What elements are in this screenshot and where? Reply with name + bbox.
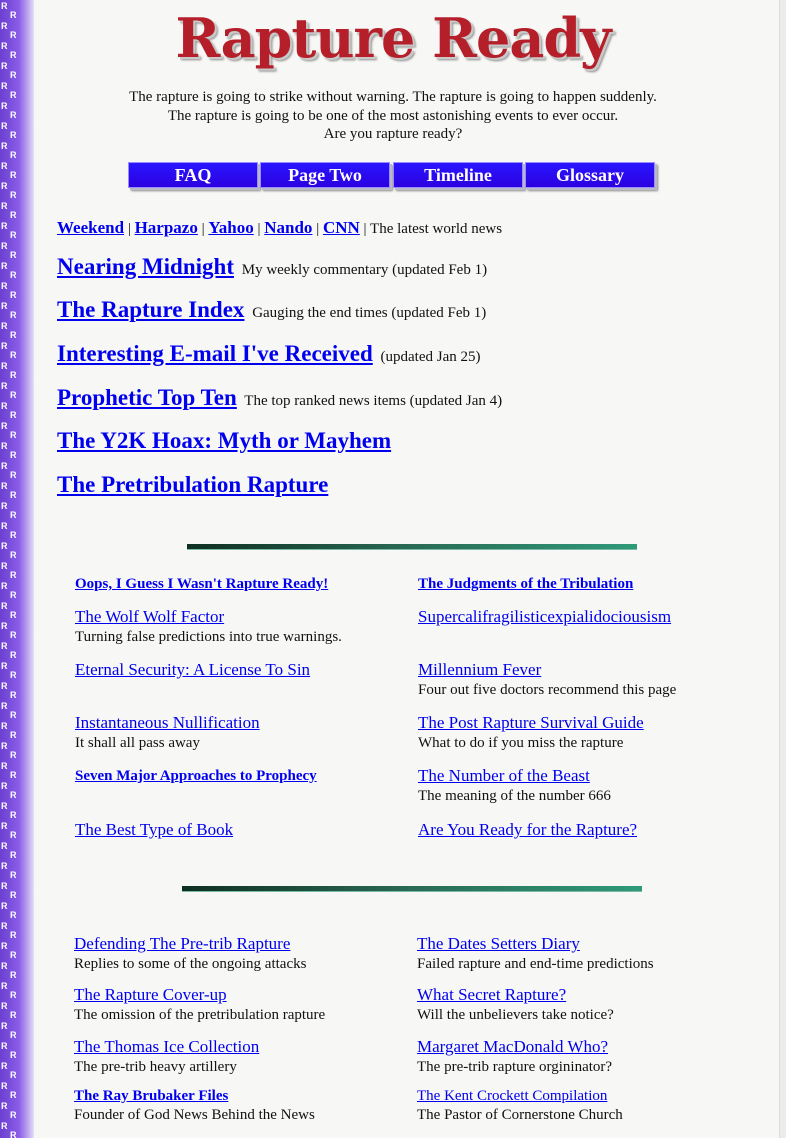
link-kent-crockett[interactable]: The Kent Crockett Compilation bbox=[417, 1088, 608, 1104]
sidebar-rr-mark: R R bbox=[1, 1021, 17, 1040]
page-edge-strip bbox=[779, 0, 786, 1138]
sidebar-rr-mark: R R bbox=[1, 261, 17, 280]
sidebar-rr-mark: R R bbox=[1, 761, 17, 780]
sidebar-rr-mark: R R bbox=[1, 201, 17, 220]
list-item bbox=[75, 660, 310, 681]
sidebar-rr-mark: R R bbox=[1, 661, 17, 680]
tagline-line: The rapture is going to be one of the most astonishing events to ever occur. bbox=[167, 107, 619, 124]
news-links bbox=[57, 218, 502, 238]
nav-button-page-two[interactable]: Page Two bbox=[260, 162, 390, 188]
sidebar-rr-mark: R R bbox=[1, 481, 17, 500]
list-item bbox=[418, 607, 671, 628]
feature-link-interesting-email[interactable]: Interesting E-mail I've Received bbox=[57, 341, 373, 366]
sidebar-rr-mark: R R bbox=[1, 721, 17, 740]
sidebar-rr-mark: R R bbox=[1, 141, 17, 160]
sidebar-rr-mark: R R bbox=[1, 501, 17, 520]
sidebar-rr-mark: R R bbox=[1, 581, 17, 600]
sidebar-rr-mark: R R bbox=[1, 961, 17, 980]
news-link-yahoo[interactable]: Yahoo bbox=[208, 218, 254, 237]
sidebar-rr-mark: R R bbox=[1, 121, 17, 140]
sidebar-rr-mark: R R bbox=[1, 541, 17, 560]
list-item bbox=[75, 607, 342, 647]
item-description: Four out five doctors recommend this page bbox=[418, 682, 677, 698]
feature-note: The top ranked news items (updated Jan 4) bbox=[244, 393, 503, 409]
list-item bbox=[418, 575, 633, 594]
item-description: The pre-trib rapture orgininator? bbox=[417, 1059, 613, 1075]
list-item bbox=[417, 985, 614, 1025]
link-what-secret-rapture[interactable]: What Secret Rapture? bbox=[417, 985, 567, 1004]
feature-note: Gauging the end times (updated Feb 1) bbox=[252, 305, 487, 321]
sidebar-rr-mark: R R bbox=[1, 461, 17, 480]
nav-button-glossary[interactable]: Glossary bbox=[525, 162, 655, 188]
sidebar-rr-mark: R R bbox=[1, 861, 17, 880]
feature-note: My weekly commentary (updated Feb 1) bbox=[241, 262, 488, 278]
sidebar-rr-mark: R R bbox=[1, 181, 17, 200]
item-description: It shall all pass away bbox=[75, 735, 200, 751]
sidebar-rr-mark: R R bbox=[1, 1101, 17, 1120]
item-description: Replies to some of the ongoing attacks bbox=[74, 956, 307, 972]
link-margaret-macdonald[interactable]: Margaret MacDonald Who? bbox=[417, 1037, 609, 1056]
nav-button-faq[interactable]: FAQ bbox=[128, 162, 258, 188]
link-supercalifragilistic[interactable]: Supercalifragilisticexpialidociousism bbox=[418, 607, 672, 626]
link-rapture-cover-up[interactable]: The Rapture Cover-up bbox=[74, 985, 227, 1004]
item-description: Will the unbelievers take notice? bbox=[417, 1007, 614, 1023]
list-item bbox=[74, 1087, 315, 1125]
feature-row bbox=[57, 428, 395, 454]
sidebar-rr-mark: R R bbox=[1, 901, 17, 920]
feature-note: (updated Jan 25) bbox=[380, 349, 481, 365]
tagline bbox=[0, 88, 786, 144]
feature-row bbox=[57, 341, 481, 367]
sidebar-rr-mark: R R bbox=[1, 401, 17, 420]
sidebar-rr-mark: R R bbox=[1, 701, 17, 720]
sidebar-rr-mark: R R bbox=[1, 881, 17, 900]
news-note: The latest world news bbox=[370, 221, 503, 237]
divider-rule bbox=[187, 544, 637, 549]
sidebar-rr-mark: R R bbox=[1, 61, 17, 80]
sidebar-rr-mark: R R bbox=[1, 381, 17, 400]
feature-link-y2k-hoax[interactable]: The Y2K Hoax: Myth or Mayhem bbox=[57, 428, 392, 453]
news-link-nando[interactable]: Nando bbox=[264, 218, 313, 237]
list-item bbox=[75, 575, 328, 594]
item-description: Turning false predictions into true warnings. bbox=[75, 629, 342, 645]
separator: | bbox=[201, 221, 205, 237]
sidebar-rr-mark: R R bbox=[1, 21, 17, 40]
news-link-weekend[interactable]: Weekend bbox=[57, 218, 125, 237]
item-description: The pre-trib heavy artillery bbox=[74, 1059, 237, 1075]
sidebar-rr-mark: R R bbox=[1, 561, 17, 580]
sidebar-rr-mark: R R bbox=[1, 1081, 17, 1100]
sidebar-rr-mark: R R bbox=[1, 841, 17, 860]
list-item bbox=[417, 934, 654, 974]
link-dates-setters-diary[interactable]: The Dates Setters Diary bbox=[417, 934, 580, 953]
list-item bbox=[75, 767, 317, 786]
list-item bbox=[75, 713, 260, 753]
sidebar-rr-mark: R R bbox=[1, 941, 17, 960]
item-description: The Pastor of Cornerstone Church bbox=[417, 1107, 623, 1123]
sidebar-rr-mark: R R bbox=[1, 821, 17, 840]
feature-row bbox=[57, 385, 502, 411]
feature-link-prophetic-top-ten[interactable]: Prophetic Top Ten bbox=[57, 385, 237, 410]
link-seven-approaches[interactable]: Seven Major Approaches to Prophecy bbox=[75, 768, 317, 784]
news-link-harpazo[interactable]: Harpazo bbox=[134, 218, 198, 237]
sidebar-rr-mark: R R bbox=[1, 1, 17, 20]
separator: | bbox=[257, 221, 261, 237]
sidebar-rr-mark: R R bbox=[1, 301, 17, 320]
link-best-type-of-book[interactable]: The Best Type of Book bbox=[75, 820, 234, 839]
link-defending-pretrib[interactable]: Defending The Pre-trib Rapture bbox=[74, 934, 291, 953]
link-number-of-beast[interactable]: The Number of the Beast bbox=[418, 766, 590, 785]
list-item bbox=[418, 820, 637, 841]
link-millennium-fever[interactable]: Millennium Fever bbox=[418, 660, 542, 679]
list-item bbox=[418, 713, 644, 753]
sidebar-rr-mark: R R bbox=[1, 41, 17, 60]
list-item bbox=[74, 1037, 259, 1077]
sidebar-rr-mark: R R bbox=[1, 621, 17, 640]
tagline-line: The rapture is going to strike without warning. The rapture is going to happen suddenly. bbox=[129, 89, 657, 105]
sidebar-rr-mark: R R bbox=[1, 781, 17, 800]
sidebar-rr-mark: R R bbox=[1, 1121, 17, 1138]
divider-rule bbox=[182, 886, 642, 891]
sidebar-rr-mark: R R bbox=[1, 681, 17, 700]
feature-link-nearing-midnight[interactable]: Nearing Midnight bbox=[57, 254, 234, 279]
sidebar-rr-mark: R R bbox=[1, 321, 17, 340]
item-description: Founder of God News Behind the News bbox=[74, 1107, 315, 1123]
sidebar-rr-mark: R R bbox=[1, 221, 17, 240]
sidebar-rr-mark: R R bbox=[1, 601, 17, 620]
tagline-line: Are you rapture ready? bbox=[323, 126, 463, 142]
list-item bbox=[417, 1037, 612, 1077]
feature-row bbox=[57, 297, 486, 323]
sidebar-rr-mark: R R bbox=[1, 741, 17, 760]
item-description: The meaning of the number 666 bbox=[418, 788, 611, 804]
sidebar-rr-mark: R R bbox=[1, 81, 17, 100]
sidebar-rr-mark: R R bbox=[1, 981, 17, 1000]
list-item bbox=[418, 766, 611, 806]
item-description: The omission of the pretribulation rapture bbox=[74, 1007, 326, 1023]
sidebar-pattern bbox=[0, 0, 34, 1138]
separator: | bbox=[127, 221, 131, 237]
sidebar-rr-mark: R R bbox=[1, 361, 17, 380]
sidebar-rr-mark: R R bbox=[1, 421, 17, 440]
list-item bbox=[417, 1087, 623, 1125]
link-thomas-ice[interactable]: The Thomas Ice Collection bbox=[74, 1037, 260, 1056]
sidebar-rr-mark: R R bbox=[1, 641, 17, 660]
separator: | bbox=[316, 221, 320, 237]
feature-link-rapture-index[interactable]: The Rapture Index bbox=[57, 297, 245, 322]
link-oops-rapture-ready[interactable]: Oops, I Guess I Wasn't Rapture Ready! bbox=[75, 576, 329, 592]
separator: | bbox=[363, 221, 367, 237]
list-item bbox=[418, 660, 676, 700]
link-wolf-wolf-factor[interactable]: The Wolf Wolf Factor bbox=[75, 607, 225, 626]
feature-row bbox=[57, 254, 487, 280]
link-judgments-tribulation[interactable]: The Judgments of the Tribulation bbox=[418, 576, 634, 592]
site-logo: Rapture Ready bbox=[175, 6, 611, 70]
link-post-rapture-survival[interactable]: The Post Rapture Survival Guide bbox=[418, 713, 644, 732]
link-ray-brubaker[interactable]: The Ray Brubaker Files bbox=[74, 1088, 229, 1104]
sidebar-rr-mark: R R bbox=[1, 161, 17, 180]
sidebar-rr-mark: R R bbox=[1, 101, 17, 120]
item-description: What to do if you miss the rapture bbox=[418, 735, 624, 751]
link-instantaneous-nullification[interactable]: Instantaneous Nullification bbox=[75, 713, 260, 732]
link-eternal-security[interactable]: Eternal Security: A License To Sin bbox=[75, 660, 311, 679]
news-link-cnn[interactable]: CNN bbox=[322, 218, 360, 237]
list-item bbox=[74, 934, 306, 974]
sidebar-rr-mark: R R bbox=[1, 521, 17, 540]
list-item bbox=[75, 820, 233, 841]
sidebar-rr-mark: R R bbox=[1, 1041, 17, 1060]
list-item bbox=[74, 985, 325, 1025]
sidebar-rr-mark: R R bbox=[1, 1061, 17, 1080]
item-description: Failed rapture and end-time predictions bbox=[417, 956, 654, 972]
nav-button-timeline[interactable]: Timeline bbox=[393, 162, 523, 188]
sidebar-rr-mark: R R bbox=[1, 921, 17, 940]
feature-row bbox=[57, 472, 332, 498]
link-ready-for-rapture[interactable]: Are You Ready for the Rapture? bbox=[418, 820, 638, 839]
sidebar-rr-mark: R R bbox=[1, 341, 17, 360]
sidebar-rr-mark: R R bbox=[1, 281, 17, 300]
sidebar-rr-mark: R R bbox=[1, 241, 17, 260]
feature-link-pretribulation-rapture[interactable]: The Pretribulation Rapture bbox=[57, 472, 329, 497]
sidebar-rr-mark: R R bbox=[1, 441, 17, 460]
sidebar-rr-mark: R R bbox=[1, 1001, 17, 1020]
sidebar-rr-mark: R R bbox=[1, 801, 17, 820]
